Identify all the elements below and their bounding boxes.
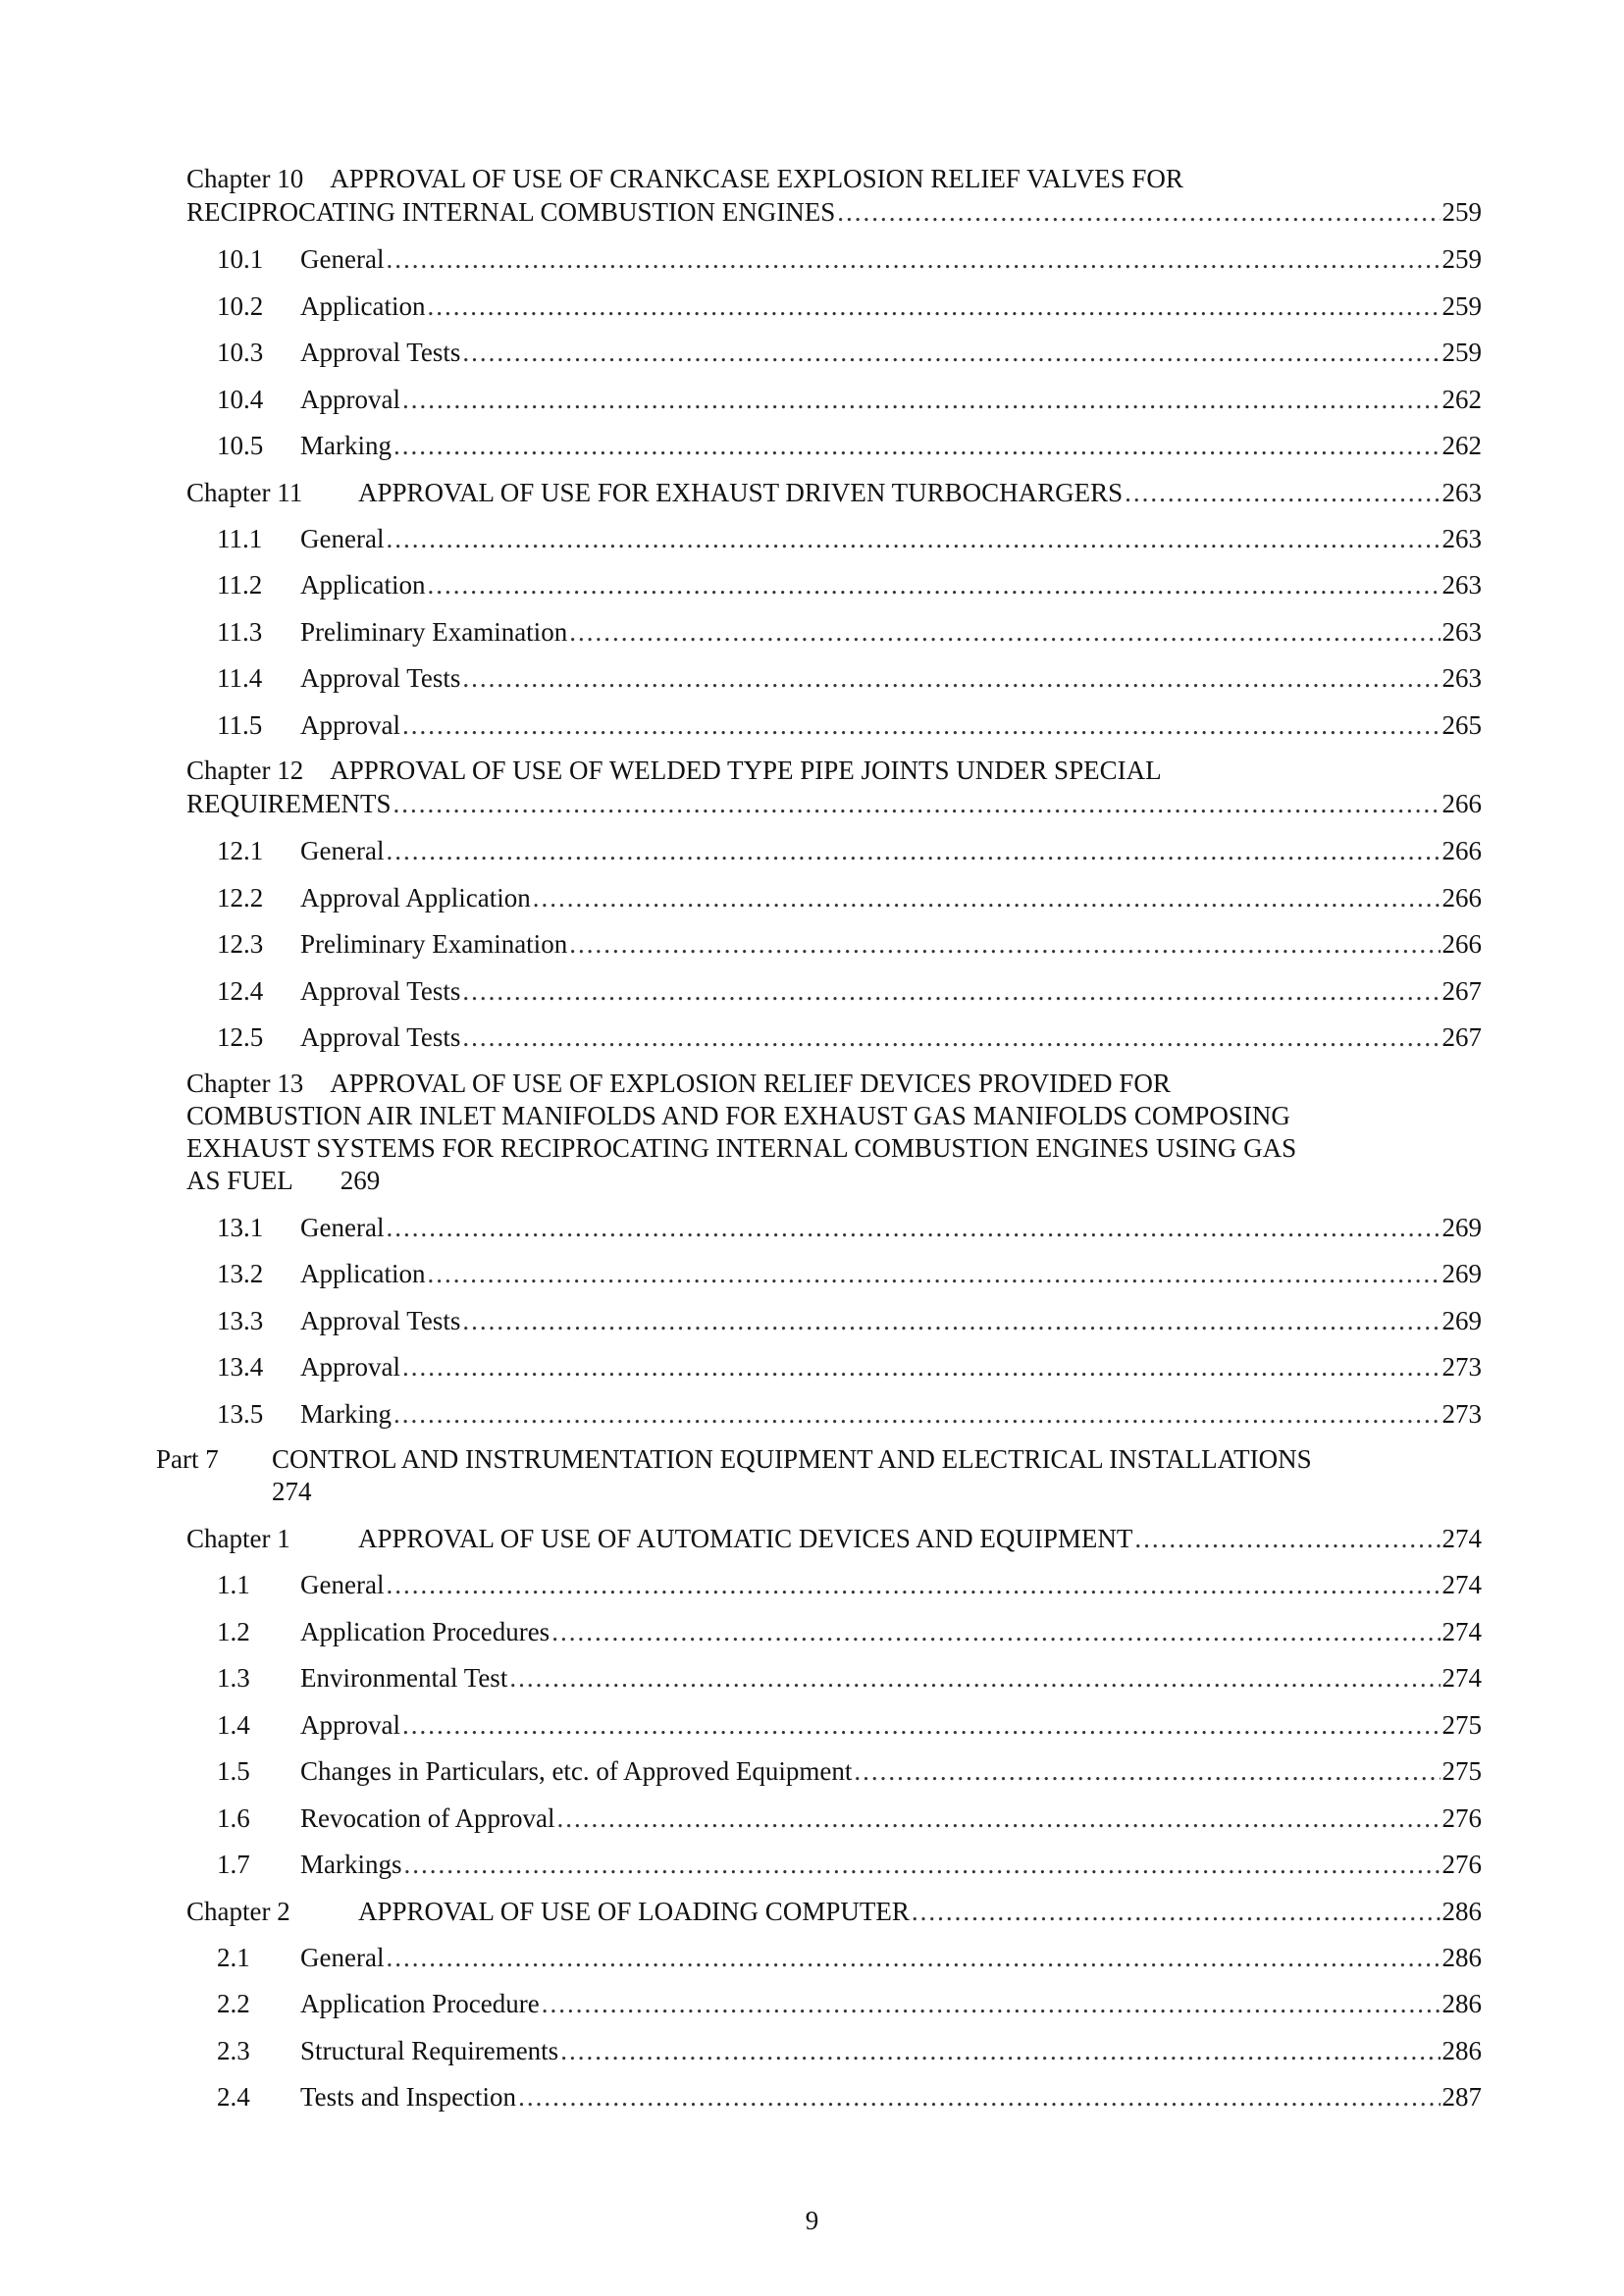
section-title: Marking	[300, 431, 392, 460]
dot-leader	[427, 562, 1440, 609]
section-number: 13.2	[217, 1259, 264, 1288]
section-title: General	[300, 1570, 385, 1599]
dot-leader	[854, 1748, 1440, 1796]
page-ref: 259	[1441, 197, 1482, 227]
page-ref: 274	[1441, 1570, 1482, 1599]
chapter-title: APPROVAL OF USE OF AUTOMATIC DEVICES AND EQUIPMENT	[358, 1524, 1133, 1553]
dot-leader	[386, 236, 1440, 284]
page-ref: 265	[1441, 709, 1482, 740]
page-ref: 286	[1441, 2035, 1482, 2065]
page-number: 9	[805, 2206, 819, 2235]
chapter-title: APPROVAL OF USE FOR EXHAUST DRIVEN TURBOCHARGERS	[358, 477, 1124, 507]
dot-leader	[1134, 1516, 1440, 1563]
dot-leader	[569, 921, 1440, 968]
page-ref: 276	[1441, 1850, 1482, 1879]
page-ref: 287	[1441, 2082, 1482, 2112]
section-title: Changes in Particulars, etc. of Approved Equipment	[300, 1756, 853, 1786]
chapter-heading-line: COMBUSTION AIR INLET MANIFOLDS AND FOR EXHAUST GAS MANIFOLDS COMPOSING	[186, 1100, 1290, 1130]
page-ref: 286	[1441, 1896, 1482, 1926]
section-title: Approval Tests	[300, 1305, 461, 1335]
page-ref: 259	[1441, 338, 1482, 367]
toc-chapter-13	[186, 1062, 1482, 1205]
section-number: 10.2	[217, 290, 264, 321]
dot-leader	[560, 2028, 1440, 2075]
dot-leader	[462, 968, 1440, 1016]
dot-leader	[386, 516, 1440, 563]
page-ref: 269	[1441, 1305, 1482, 1335]
section-title: Approval Tests	[300, 975, 461, 1006]
page-ref: 269	[340, 1165, 381, 1195]
page-ref: 286	[1441, 1989, 1482, 2018]
table-of-contents	[156, 157, 1482, 2121]
page-ref: 274	[1441, 1524, 1482, 1553]
section-title: Approval Tests	[300, 663, 461, 693]
section-number: 10.1	[217, 244, 264, 274]
toc-chapter-11	[186, 470, 1482, 516]
section-number: 10.5	[217, 431, 264, 460]
page-ref: 263	[1441, 523, 1482, 553]
section-title: Approval Tests	[300, 1022, 461, 1052]
dot-leader	[386, 1562, 1440, 1609]
section-title: Tests and Inspection	[300, 2082, 517, 2112]
page-ref: 263	[1441, 663, 1482, 693]
page-ref: 274	[272, 1477, 312, 1506]
page-ref: 266	[1441, 929, 1482, 959]
page-ref: 263	[1441, 616, 1482, 647]
dot-leader	[402, 703, 1441, 750]
section-number: 12.5	[217, 1022, 264, 1052]
section-title: Approval Tests	[300, 338, 461, 367]
chapter-number: Chapter 1	[186, 1524, 290, 1553]
section-title: Approval	[300, 1352, 400, 1382]
page-ref: 286	[1441, 1942, 1482, 1972]
page-ref: 275	[1441, 1709, 1482, 1740]
section-number: 10.3	[217, 338, 264, 367]
toc-chapter-12	[186, 749, 1482, 828]
section-title: Revocation of Approval	[300, 1802, 555, 1833]
section-number: 13.1	[217, 1212, 264, 1242]
dot-leader	[912, 1889, 1441, 1936]
dot-leader	[462, 1298, 1440, 1345]
dot-leader	[393, 787, 1441, 820]
dot-leader	[518, 2074, 1440, 2121]
section-title: Application	[300, 290, 426, 321]
toc-part-7	[156, 1437, 1482, 1516]
toc-part7-chapter-1	[186, 1516, 1482, 1562]
section-title: Markings	[300, 1850, 402, 1879]
dot-leader	[837, 195, 1440, 229]
page-ref: 266	[1441, 836, 1482, 865]
section-number: 12.4	[217, 975, 264, 1006]
dot-leader	[542, 1981, 1441, 2028]
section-title: Preliminary Examination	[300, 616, 568, 647]
chapter-number: Chapter 11	[186, 477, 303, 507]
page-ref: 274	[1441, 1663, 1482, 1693]
section-number: 2.4	[217, 2082, 250, 2112]
chapter-heading-line: REQUIREMENTS	[186, 789, 392, 818]
dot-leader	[402, 1702, 1441, 1749]
section-number: 1.3	[217, 1663, 250, 1693]
section-title: Application	[300, 570, 426, 600]
chapter-number: Chapter 2	[186, 1896, 290, 1926]
section-number: 12.1	[217, 836, 264, 865]
dot-leader	[427, 1251, 1440, 1298]
page-ref: 263	[1441, 570, 1482, 600]
dot-leader	[462, 1015, 1440, 1062]
dot-leader	[551, 1609, 1440, 1656]
dot-leader	[462, 330, 1440, 377]
section-title: Approval	[300, 709, 400, 740]
section-title: General	[300, 1212, 385, 1242]
section-number: 11.1	[217, 523, 263, 553]
dot-leader	[569, 609, 1440, 656]
dot-leader	[386, 1935, 1440, 1982]
page-ref: 262	[1441, 431, 1482, 460]
chapter-heading-line: Chapter 10 APPROVAL OF USE OF CRANKCASE EXPLOSION RELIEF VALVES FOR	[186, 164, 1183, 193]
section-number: 1.4	[217, 1709, 250, 1740]
page-ref: 273	[1441, 1398, 1482, 1429]
toc-part7-chapter-2	[186, 1889, 1482, 1935]
dot-leader	[404, 1842, 1441, 1889]
section-title: General	[300, 836, 385, 865]
section-number: 11.2	[217, 570, 263, 600]
section-title: Preliminary Examination	[300, 929, 568, 959]
dot-leader	[402, 1344, 1441, 1391]
dot-leader	[402, 377, 1441, 424]
page-ref: 259	[1441, 290, 1482, 321]
page-ref: 266	[1441, 882, 1482, 913]
chapter-heading-line: Chapter 13 APPROVAL OF USE OF EXPLOSION RELIEF DEVICES PROVIDED FOR	[186, 1068, 1171, 1098]
section-number: 11.3	[217, 616, 263, 647]
section-title: Environmental Test	[300, 1663, 508, 1693]
section-number: 11.5	[217, 709, 263, 740]
section-number: 2.1	[217, 1942, 250, 1972]
dot-leader	[556, 1796, 1440, 1843]
chapter-heading-line: EXHAUST SYSTEMS FOR RECIPROCATING INTERNAL COMBUSTION ENGINES USING GAS	[186, 1132, 1297, 1163]
section-number: 11.4	[217, 663, 263, 693]
page-ref: 274	[1441, 1616, 1482, 1646]
section-title: Structural Requirements	[300, 2035, 559, 2065]
page-ref: 262	[1441, 384, 1482, 414]
page-ref: 269	[1441, 1259, 1482, 1288]
chapter-title: APPROVAL OF USE OF LOADING COMPUTER	[358, 1896, 910, 1926]
toc-chapter-10	[186, 157, 1482, 236]
page-ref: 259	[1441, 244, 1482, 274]
section-title: General	[300, 1942, 385, 1972]
dot-leader	[393, 423, 1441, 470]
section-number: 1.2	[217, 1616, 250, 1646]
dot-leader	[386, 1205, 1440, 1252]
section-number: 2.2	[217, 1989, 250, 2018]
chapter-heading-line: AS FUEL	[186, 1165, 293, 1195]
part-number: Part 7	[156, 1444, 219, 1474]
section-title: Application Procedures	[300, 1616, 550, 1646]
section-title: Marking	[300, 1398, 392, 1429]
dot-leader	[462, 655, 1440, 703]
section-title: Application	[300, 1259, 426, 1288]
section-title: Approval Application	[300, 882, 531, 913]
section-number: 12.3	[217, 929, 264, 959]
dot-leader	[509, 1655, 1440, 1702]
section-title: Approval	[300, 1709, 400, 1740]
section-title: General	[300, 523, 385, 553]
section-number: 1.7	[217, 1850, 250, 1879]
section-title: General	[300, 244, 385, 274]
page-ref: 275	[1441, 1756, 1482, 1786]
page-ref: 273	[1441, 1352, 1482, 1382]
part-title: CONTROL AND INSTRUMENTATION EQUIPMENT AND ELECTRICAL INSTALLATIONS	[272, 1444, 1312, 1474]
chapter-heading-line: RECIPROCATING INTERNAL COMBUSTION ENGINES	[186, 197, 836, 227]
chapter-heading-line: Chapter 12 APPROVAL OF USE OF WELDED TYPE PIPE JOINTS UNDER SPECIAL	[186, 756, 1162, 785]
section-number: 12.2	[217, 882, 264, 913]
dot-leader	[386, 828, 1440, 875]
page-ref: 266	[1441, 789, 1482, 818]
section-number: 2.3	[217, 2035, 250, 2065]
page-ref: 276	[1441, 1802, 1482, 1833]
page-ref: 269	[1441, 1212, 1482, 1242]
dot-leader	[427, 284, 1440, 331]
page-ref: 267	[1441, 1022, 1482, 1052]
section-number: 13.4	[217, 1352, 264, 1382]
page-ref: 267	[1441, 975, 1482, 1006]
section-title: Application Procedure	[300, 1989, 540, 2018]
dot-leader	[533, 875, 1441, 922]
section-number: 1.6	[217, 1802, 250, 1833]
dot-leader	[393, 1391, 1441, 1438]
section-number: 13.3	[217, 1305, 264, 1335]
section-number: 10.4	[217, 384, 264, 414]
dot-leader	[1125, 470, 1440, 517]
page-ref: 263	[1441, 477, 1482, 507]
section-title: Approval	[300, 384, 400, 414]
section-number: 1.5	[217, 1756, 250, 1786]
section-number: 13.5	[217, 1398, 264, 1429]
section-number: 1.1	[217, 1570, 250, 1599]
